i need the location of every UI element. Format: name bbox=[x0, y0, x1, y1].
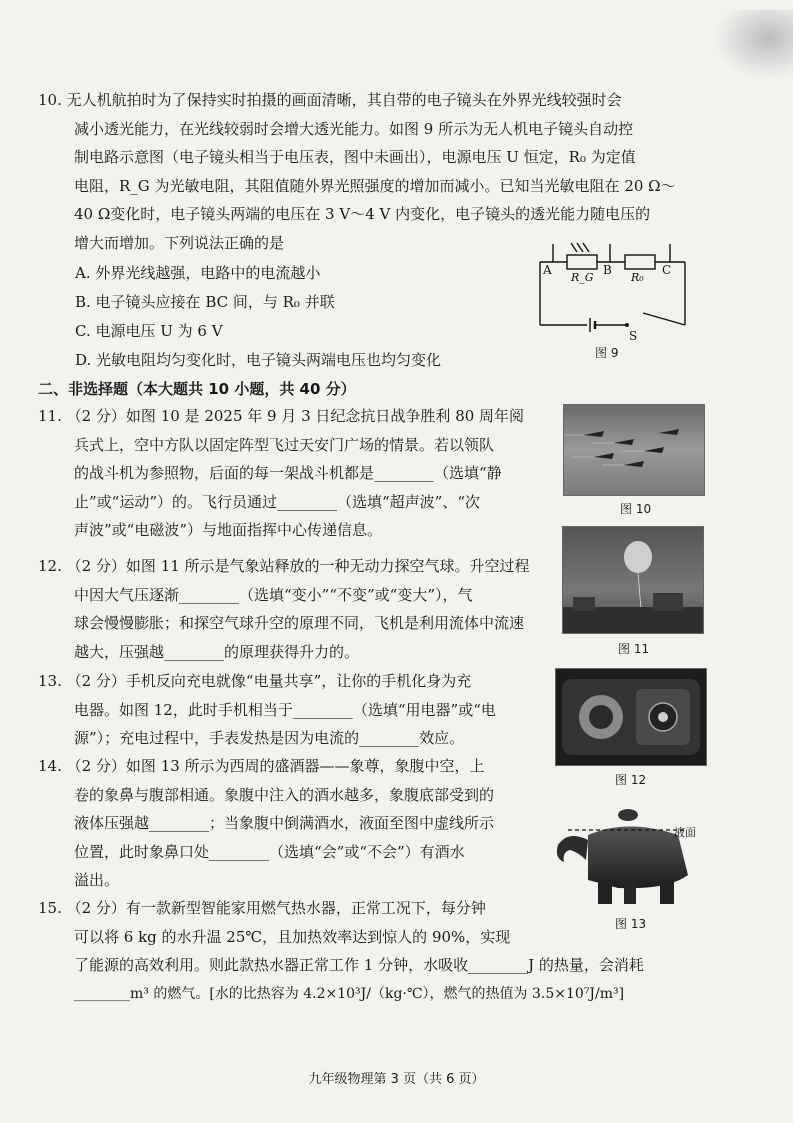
q11-line-3: 的战斗机为参照物，后面的每一架战斗机都是________（选填“静 bbox=[74, 464, 502, 482]
q12-line-4: 越大，压强越________的原理获得升力的。 bbox=[74, 642, 360, 661]
q12-line-2: 中因大气压逐渐________（选填“变小”“不变”或“变大”），气 bbox=[74, 585, 473, 604]
question-12 bbox=[38, 552, 568, 666]
q10-option-c: C. 电源电压 U 为 6 V bbox=[75, 322, 223, 340]
q13-line-2: 电器。如图 12，此时手机相当于________（选填“用电器”或“电 bbox=[74, 700, 496, 719]
q14-line-2: 卷的象鼻与腹部相通。象腹中注入的酒水越多，象腹底部受到的 bbox=[74, 785, 495, 804]
q10-line-1: 10. 无人机航拍时为了保持实时拍摄的画面清晰，其自带的电子镜头在外界光线较强时会 bbox=[38, 91, 622, 109]
circuit-label-b: B bbox=[603, 263, 612, 277]
question-14 bbox=[38, 752, 568, 895]
figure-12-caption: 图 12 bbox=[615, 773, 647, 787]
q15-line-1: 15. （2 分）有一款新型智能家用燃气热水器，正常工况下，每分钟 bbox=[38, 899, 486, 917]
figure-9-caption: 图 9 bbox=[595, 346, 619, 360]
q14-line-5: 溢出。 bbox=[74, 871, 120, 889]
q10-line-2: 减小透光能力，在光线较弱时会增大透光能力。如图 9 所示为无人机电子镜头自动控 bbox=[74, 119, 634, 138]
q12-line-3: 球会慢慢膨胀；和探空气球升空的原理不同，飞机是利用流体中流速 bbox=[74, 614, 525, 632]
q11-line-5: 声波”或“电磁波”）与地面指挥中心传递信息。 bbox=[74, 521, 383, 539]
q15-line-2: 可以将 6 kg 的水升温 25℃，且加热效率达到惊人的 90%，实现 bbox=[74, 927, 511, 946]
figure-13-elephant-vessel bbox=[548, 800, 708, 908]
q10-line-3: 制电路示意图（电子镜头相当于电压表，图中未画出），电源电压 U 恒定，R₀ 为定值 bbox=[74, 148, 636, 166]
q14-line-4: 位置，此时象鼻口处________（选填“会”或“不会”）有酒水 bbox=[74, 842, 465, 861]
circuit-label-c: C bbox=[662, 263, 672, 277]
q10-option-b: B. 电子镜头应接在 BC 间，与 R₀ 并联 bbox=[75, 293, 335, 311]
figure-10-caption: 图 10 bbox=[620, 502, 652, 516]
q11-line-4: 止”或“运动”）的。飞行员通过________（选填“超声波”、“次 bbox=[74, 492, 481, 511]
question-10 bbox=[38, 86, 728, 257]
figure-13-caption: 图 13 bbox=[615, 917, 647, 931]
q10-line-6: 增大而增加。下列说法正确的是 bbox=[74, 233, 285, 252]
q15-line-3: 了能源的高效利用。则此款热水器正常工作 1 分钟，水吸收________J 的热量，会消耗 bbox=[74, 956, 644, 974]
question-11 bbox=[38, 402, 568, 545]
q15-line-4: ________m³ 的燃气。[水的比热容为 4.2×10³J/（kg·℃），燃气的热值为 3.5×10⁷J/m³] bbox=[74, 985, 625, 1002]
figure-11-photo bbox=[562, 526, 704, 634]
q11-line-1: 11. （2 分）如图 10 是 2025 年 9 月 3 日纪念抗日战争胜利 80 周年阅 bbox=[38, 407, 525, 425]
circuit-label-rg: R_G bbox=[571, 271, 594, 284]
figure-12-photo bbox=[555, 668, 707, 766]
circuit-label-a: A bbox=[543, 263, 552, 277]
q13-line-1: 13. （2 分）手机反向充电就像“电量共享”，让你的手机化身为充 bbox=[38, 672, 472, 690]
q10-line-5: 40 Ω变化时，电子镜头两端的电压在 3 V～4 V 内变化，电子镜头的透光能力随电压的 bbox=[74, 205, 651, 223]
q10-option-d: D. 光敏电阻均匀变化时，电子镜头两端电压也均匀变化 bbox=[75, 351, 442, 369]
circuit-label-s: S bbox=[629, 329, 638, 340]
figure-10-photo bbox=[563, 404, 705, 496]
section-title: 二、非选择题（本大题共 10 小题，共 40 分） bbox=[38, 380, 356, 398]
q13-line-3: 源”）；充电过程中，手表发热是因为电流的________效应。 bbox=[74, 729, 465, 747]
q14-line-1: 14. （2 分）如图 13 所示为西周的盛酒器——象尊，象腹中空，上 bbox=[38, 757, 485, 775]
q10-line-4: 电阻，R_G 为光敏电阻，其阻值随外界光照强度的增加而减小。已知当光敏电阻在 20 Ω～ bbox=[74, 176, 676, 195]
question-15 bbox=[38, 894, 758, 1008]
question-13 bbox=[38, 667, 568, 753]
figure-9-circuit bbox=[535, 240, 695, 340]
figure-11-caption: 图 11 bbox=[618, 642, 650, 656]
q12-line-1: 12. （2 分）如图 11 所示是气象站释放的一种无动力探空气球。升空过程 bbox=[38, 557, 530, 575]
q10-option-a: A. 外界光线越强，电路中的电流越小 bbox=[75, 264, 321, 282]
q14-line-3: 液体压强越________；当象腹中倒满酒水，液面至图中虚线所示 bbox=[74, 814, 495, 832]
circuit-label-r0: R₀ bbox=[631, 271, 644, 284]
page-footer: 九年级物理第 3 页（共 6 页） bbox=[308, 1072, 485, 1087]
figure-13-liquid-label: 液面 bbox=[674, 826, 696, 839]
scan-shadow bbox=[713, 10, 793, 80]
q11-line-2: 兵式上，空中方队以固定阵型飞过天安门广场的情景。若以领队 bbox=[74, 435, 495, 454]
